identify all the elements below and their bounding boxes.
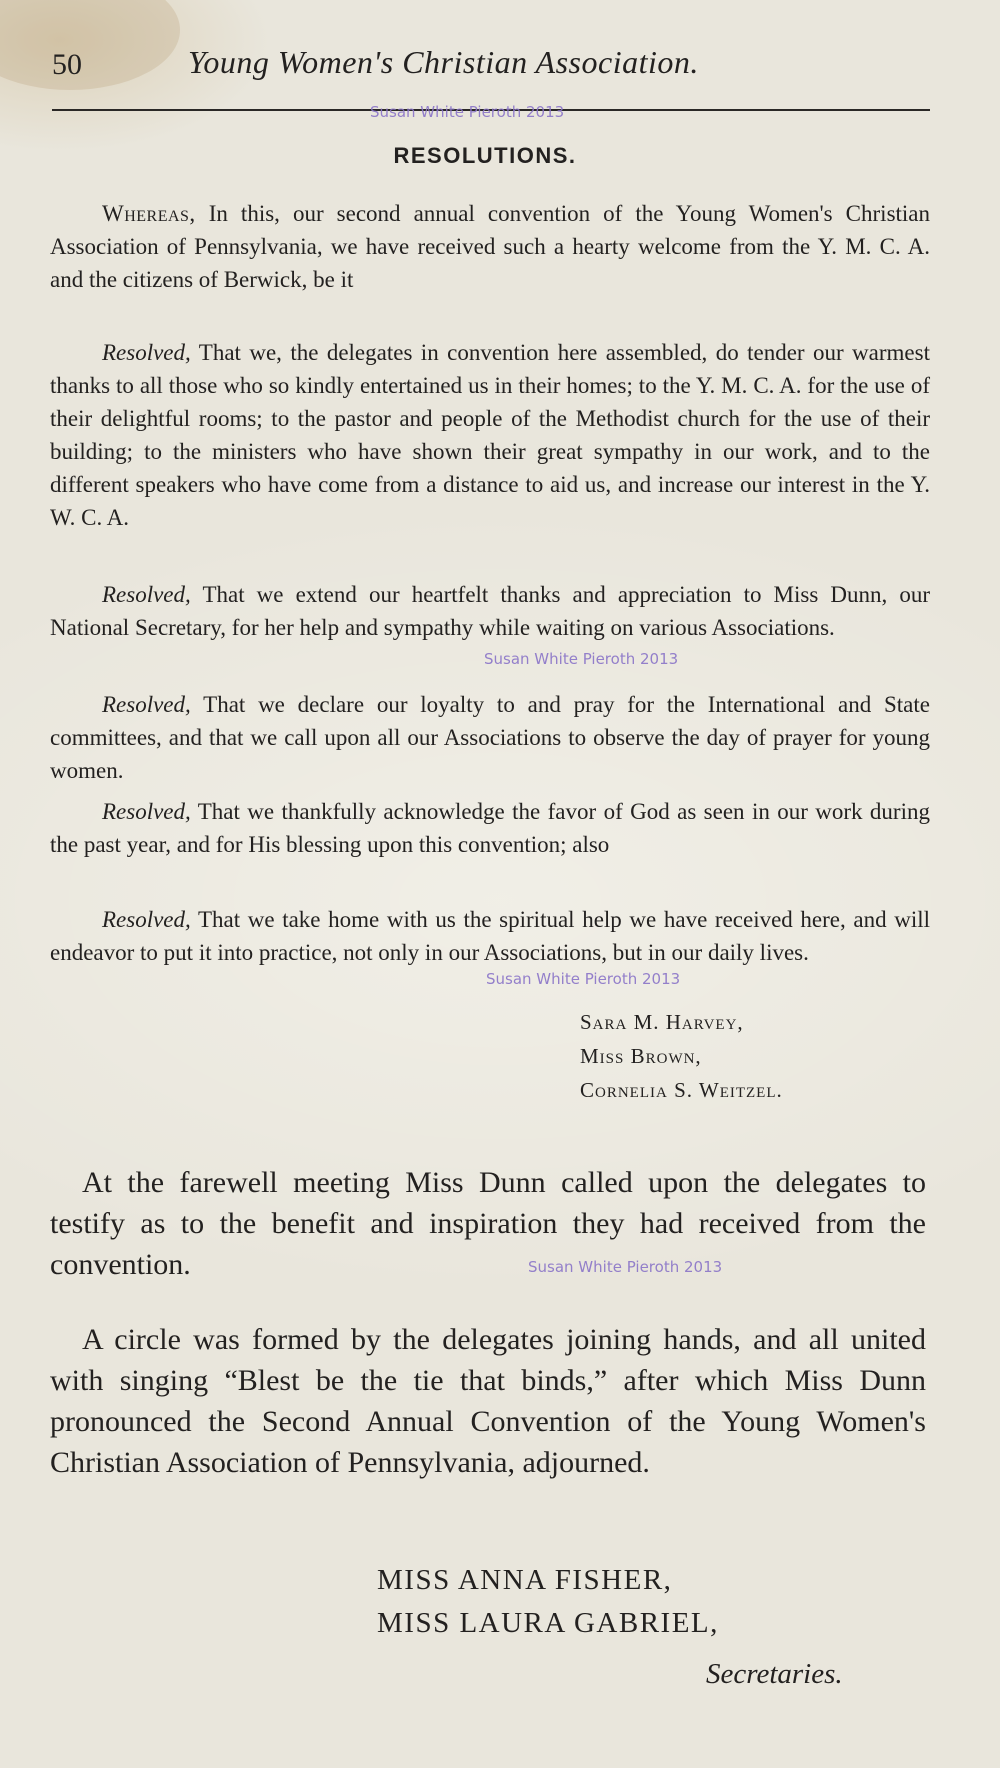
resolution-text: That we extend our heartfelt thanks and appreciation to Miss Dunn, our National Secretary, for her help and sympathy while waiting on various Associations. xyxy=(50,582,930,640)
resolution-text: That we take home with us the spiritual help we have received here, and will endeavor to put it into practice, not only in our Associations, but in our daily lives. xyxy=(50,907,930,965)
secretary-name: MISS ANNA FISHER, xyxy=(377,1564,673,1596)
signer-name: Cornelia S. Weitzel. xyxy=(580,1078,783,1102)
resolution-text: That we thankfully acknowledge the favor of God as seen in our work during the past year, and for His blessing upon this convention; also xyxy=(50,799,930,857)
resolution-paragraph xyxy=(50,795,930,861)
adjournment-paragraph xyxy=(50,1319,926,1483)
farewell-paragraph xyxy=(50,1162,926,1285)
watermark: Susan White Pieroth 2013 xyxy=(370,103,565,121)
resolution-lead: Resolved, xyxy=(102,340,191,365)
page-number: 50 xyxy=(52,48,82,81)
whereas-lead: Whereas, xyxy=(102,201,196,226)
page-header xyxy=(52,38,932,88)
secretaries-signatures xyxy=(377,1559,719,1645)
resolution-text: That we, the delegates in convention here assembled, do tender our warmest thanks to all those who so kindly entertained us in their homes; to the Y. M. C. A. for the use of their delightful rooms; to the pastor and people of the Methodist church for the use of their building; to the ministers who have shown their great sympathy in our work, and to the different speakers who have come from a distance to aid us, and increase our interest in the Y. W. C. A. xyxy=(50,340,930,530)
resolution-lead: Resolved, xyxy=(102,692,191,717)
resolution-paragraph xyxy=(50,336,930,534)
resolution-lead: Resolved, xyxy=(102,907,191,932)
running-title: Young Women's Christian Association. xyxy=(188,44,699,80)
resolution-paragraph xyxy=(50,688,930,787)
watermark: Susan White Pieroth 2013 xyxy=(484,650,679,668)
whereas-text: In this, our second annual convention of the Young Women's Christian Association of Pennsylvania, we have received such a hearty welcome from the Y. M. C. A. and the citizens of Berwick, be it xyxy=(50,201,931,292)
resolution-text: That we declare our loyalty to and pray for the International and State committees, and that we call upon all our Associations to observe the day of prayer for young women. xyxy=(50,692,930,783)
secretary-name: MISS LAURA GABRIEL, xyxy=(377,1607,719,1639)
resolution-paragraph xyxy=(50,578,930,644)
adjournment-text: A circle was formed by the delegates joining hands, and all united with singing “Blest be the tie that binds,” after which Miss Dunn pronounced the Second Annual Convention of the Young Women's Christian Association of Pennsylvania, adjourned. xyxy=(50,1323,926,1479)
resolution-signers xyxy=(580,1005,783,1107)
resolutions-title: RESOLUTIONS. xyxy=(393,143,577,168)
farewell-text: At the farewell meeting Miss Dunn called upon the delegates to testify as to the benefit and inspiration they had received from the convention. xyxy=(50,1166,926,1281)
whereas-paragraph xyxy=(50,197,930,296)
resolution-paragraph xyxy=(50,903,930,969)
signer-name: Sara M. Harvey, xyxy=(580,1010,744,1034)
secretaries-label: Secretaries. xyxy=(706,1658,843,1690)
watermark: Susan White Pieroth 2013 xyxy=(528,1258,723,1276)
resolution-lead: Resolved, xyxy=(102,799,191,824)
watermark: Susan White Pieroth 2013 xyxy=(486,970,681,988)
signer-name: Miss Brown, xyxy=(580,1044,702,1068)
resolution-lead: Resolved, xyxy=(102,582,191,607)
